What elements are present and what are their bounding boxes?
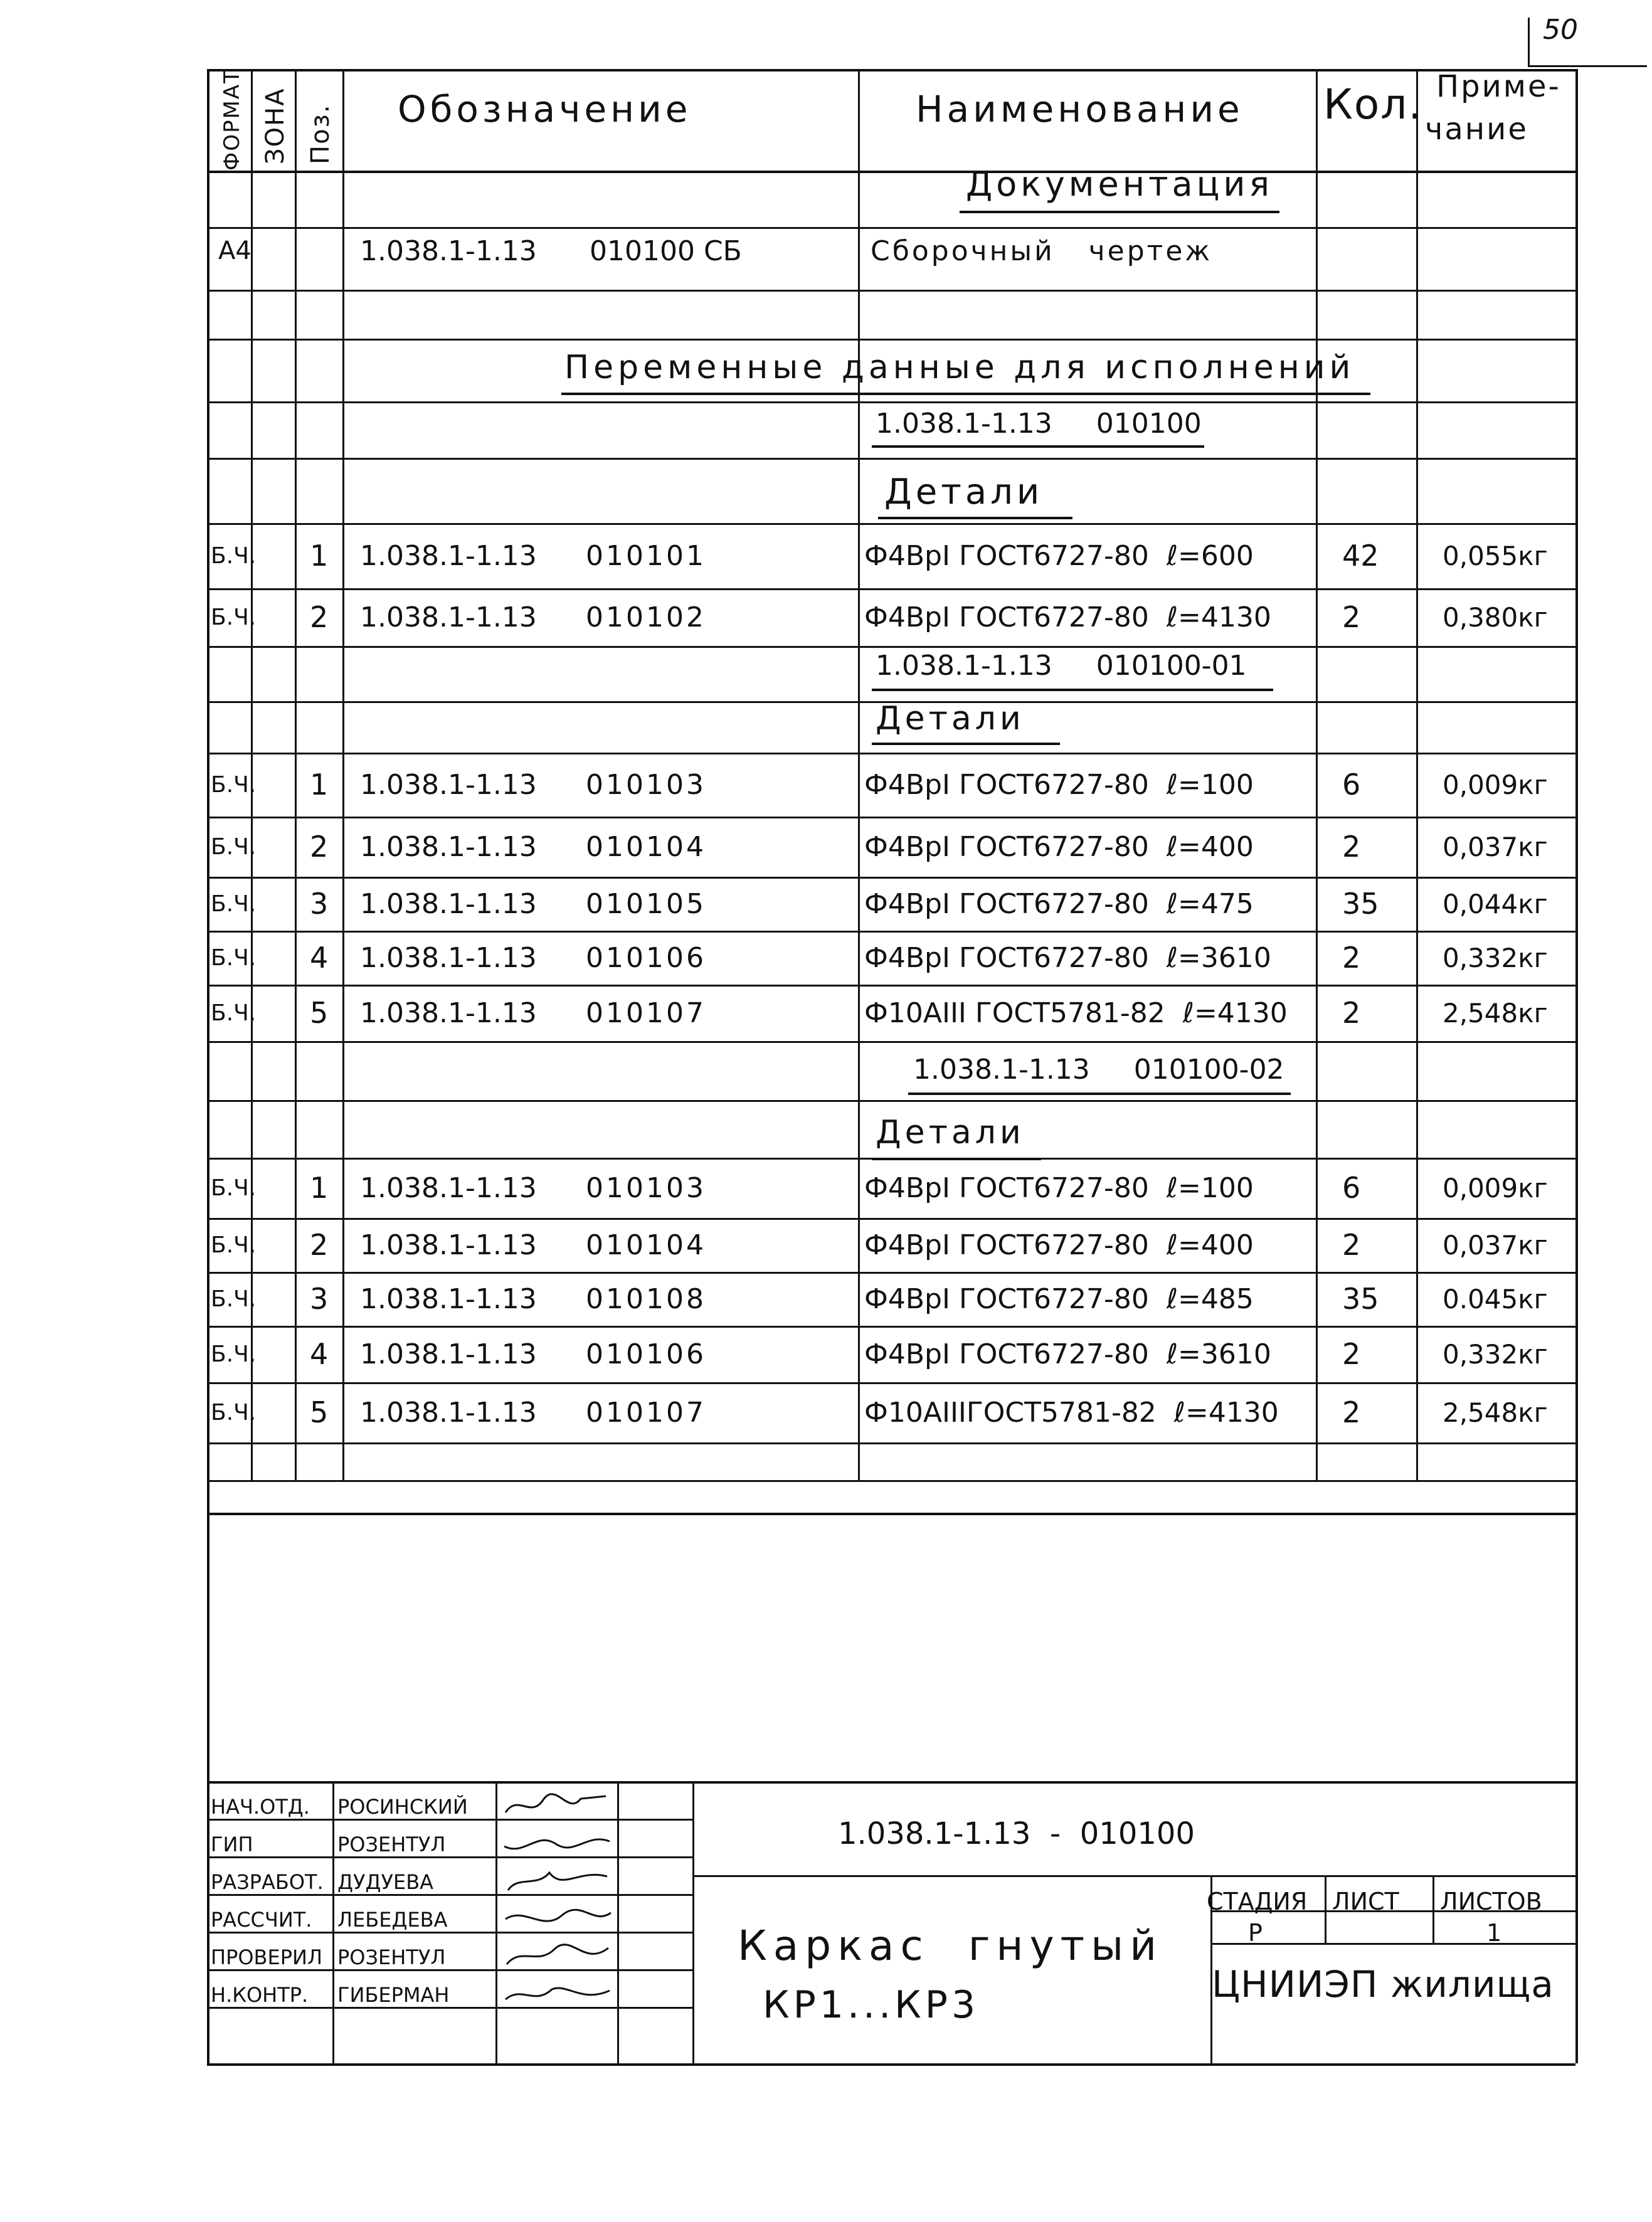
corner-mark-vertical [1528, 18, 1530, 66]
row-note: 0,037кг [1443, 1229, 1548, 1261]
row-note: 0,055кг [1443, 540, 1548, 571]
row-format: Б.Ч. [211, 604, 257, 630]
row-name: Ф4ВрI ГОСТ6727-80 ℓ=400 [864, 1229, 1254, 1261]
row-qty: 2 [1342, 830, 1361, 864]
row-code: 010103 [586, 1172, 706, 1204]
rule-line [207, 2007, 692, 2009]
signer-name: ДУДУЕВА [337, 1870, 434, 1894]
row-format: Б.Ч. [211, 833, 257, 860]
row-designation: 1.038.1-1.13 [360, 1338, 537, 1370]
rule-line [207, 1894, 692, 1896]
row-name: Ф10АIIIГОСТ5781-82 ℓ=4130 [864, 1396, 1279, 1429]
organization: ЦНИИЭП жилища [1212, 1963, 1554, 2006]
row-note: 0,380кг [1443, 601, 1548, 633]
row-note: 0,332кг [1443, 942, 1548, 973]
row-name: Ф4ВрI ГОСТ6727-80 ℓ=4130 [864, 601, 1271, 633]
row-designation: 1.038.1-1.13 [360, 1172, 537, 1204]
signer-role: РАССЧИТ. [211, 1908, 312, 1932]
underline [960, 211, 1279, 213]
row-designation: 1.038.1-1.13 [360, 539, 537, 572]
row-position: 5 [310, 1395, 329, 1429]
doc-row-name: Сборочный чертеж [871, 235, 1213, 267]
rule-line [295, 69, 297, 1480]
signature-mark [499, 1825, 618, 1863]
rule-line [207, 1100, 1575, 1102]
row-name: Ф4ВрI ГОСТ6727-80 ℓ=475 [864, 887, 1254, 920]
row-code: 010104 [586, 1229, 706, 1261]
row-code: 010106 [586, 1338, 706, 1370]
row-name: Ф4ВрI ГОСТ6727-80 ℓ=3610 [864, 1338, 1271, 1370]
row-format: Б.Ч. [211, 891, 257, 917]
rule-line [207, 1932, 692, 1934]
page-number: 50 [1543, 14, 1578, 46]
row-designation: 1.038.1-1.13 [360, 1229, 537, 1261]
row-format: Б.Ч. [211, 1000, 257, 1026]
header-designation: Обозначение [398, 88, 692, 130]
row-qty: 2 [1342, 1228, 1361, 1262]
underline [908, 1092, 1291, 1095]
underline [872, 689, 1273, 691]
row-designation: 1.038.1-1.13 [360, 1396, 537, 1429]
rule-line [207, 1041, 1575, 1043]
signature-mark [499, 1938, 618, 1976]
rule-line [207, 69, 1575, 71]
row-qty: 2 [1342, 600, 1361, 634]
row-format: Б.Ч. [211, 1286, 257, 1312]
row-format: Б.Ч. [211, 1399, 257, 1426]
row-qty: 2 [1342, 1395, 1361, 1429]
row-name: Ф4ВрI ГОСТ6727-80 ℓ=100 [864, 1172, 1254, 1204]
header-zone: ЗОНА [261, 87, 290, 164]
row-note: 0,044кг [1443, 888, 1548, 919]
row-position: 4 [310, 941, 329, 975]
rule-line [692, 1781, 694, 2063]
signer-name: ЛЕБЕДЕВА [337, 1908, 448, 1932]
document-code: 1.038.1-1.13 - 010100 [838, 1816, 1195, 1851]
rule-line [1575, 69, 1578, 2063]
details-heading-b: Детали [876, 700, 1025, 738]
rule-line [207, 1969, 692, 1971]
row-code: 010103 [586, 768, 706, 801]
rule-line [207, 1856, 692, 1858]
row-format: Б.Ч. [211, 944, 257, 971]
row-qty: 2 [1342, 941, 1361, 975]
row-format: Б.Ч. [211, 1341, 257, 1367]
signer-name: РОЗЕНТУЛ [337, 1833, 446, 1856]
row-position: 2 [310, 600, 329, 634]
row-name: Ф4ВрI ГОСТ6727-80 ℓ=100 [864, 768, 1254, 801]
row-code: 010107 [586, 1396, 706, 1429]
rule-line [207, 2063, 1575, 2066]
header-qty: Кол. [1323, 80, 1423, 129]
underline [872, 743, 1060, 745]
header-pos: Поз. [306, 103, 335, 164]
rule-line [1316, 69, 1318, 1480]
variant-2-heading: 1.038.1-1.13 010100-02 [913, 1054, 1284, 1086]
header-format: ФОРМАТ [220, 69, 245, 171]
row-name: Ф4ВрI ГОСТ6727-80 ℓ=600 [864, 539, 1254, 572]
rule-line [207, 1480, 1575, 1482]
row-position: 2 [310, 830, 329, 864]
row-note: 2,548кг [1443, 1397, 1548, 1428]
rule-line [1432, 1875, 1434, 1943]
row-qty: 42 [1342, 539, 1379, 573]
doc-row-code: 010100 СБ [590, 235, 742, 267]
rule-line [1210, 1943, 1575, 1945]
stage-value: Р [1248, 1919, 1263, 1947]
signer-role: ПРОВЕРИЛ [211, 1945, 323, 1969]
sheets-label: ЛИСТОВ [1440, 1888, 1542, 1915]
row-qty: 2 [1342, 996, 1361, 1030]
row-note: 2,548кг [1443, 997, 1548, 1029]
rule-line [1416, 69, 1418, 1480]
rule-line [207, 227, 1575, 229]
row-designation: 1.038.1-1.13 [360, 1283, 537, 1315]
section-variable-data: Переменные данные для исполнений [564, 349, 1355, 386]
row-position: 3 [310, 1282, 329, 1316]
variant-0-heading: 1.038.1-1.13 010100 [876, 408, 1202, 440]
row-designation: 1.038.1-1.13 [360, 997, 537, 1029]
signer-name: РОСИНСКИЙ [337, 1795, 468, 1819]
rule-line [207, 1819, 692, 1821]
rule-line [342, 69, 344, 1480]
row-designation: 1.038.1-1.13 [360, 830, 537, 863]
row-format: Б.Ч. [211, 1175, 257, 1201]
signer-name: РОЗЕНТУЛ [337, 1945, 446, 1969]
row-qty: 35 [1342, 1282, 1379, 1316]
signer-role: Н.КОНТР. [211, 1983, 309, 2007]
title-line1: Каркас гнутый [738, 1922, 1163, 1970]
row-note: 0,009кг [1443, 1172, 1548, 1204]
row-note: 0,037кг [1443, 831, 1548, 862]
row-qty: 2 [1342, 1337, 1361, 1371]
sheet-label: ЛИСТ [1332, 1888, 1399, 1915]
row-position: 2 [310, 1228, 329, 1262]
row-note: 0.045кг [1443, 1283, 1548, 1315]
row-code: 010101 [586, 539, 706, 572]
signature-mark [499, 1787, 618, 1825]
rule-line [207, 646, 1575, 648]
rule-line [207, 458, 1575, 460]
rule-line [692, 1875, 1575, 1877]
row-qty: 6 [1342, 1171, 1361, 1205]
row-position: 1 [310, 768, 329, 802]
doc-row-designation: 1.038.1-1.13 [360, 235, 537, 267]
signer-name: ГИБЕРМАН [337, 1983, 450, 2007]
rule-line [207, 401, 1575, 403]
rule-line [207, 1781, 1575, 1784]
signature-mark [499, 1900, 618, 1938]
underline [878, 517, 1072, 519]
rule-line [207, 290, 1575, 292]
rule-line [495, 1781, 497, 2063]
stage-label: СТАДИЯ [1207, 1888, 1308, 1915]
signature-mark [499, 1863, 618, 1900]
row-format: Б.Ч. [211, 542, 257, 569]
corner-mark-horizontal [1528, 65, 1647, 67]
rule-line [207, 1442, 1575, 1444]
row-format: Б.Ч. [211, 771, 257, 798]
rule-line [207, 69, 209, 2063]
details-heading-a: Детали [884, 472, 1044, 512]
rule-line [207, 171, 1575, 173]
row-designation: 1.038.1-1.13 [360, 601, 537, 633]
row-position: 3 [310, 887, 329, 921]
row-code: 010104 [586, 830, 706, 863]
row-qty: 35 [1342, 887, 1379, 921]
sheets-value: 1 [1486, 1919, 1502, 1947]
row-note: 0,332кг [1443, 1338, 1548, 1370]
header-name: Наименование [916, 88, 1244, 130]
row-designation: 1.038.1-1.13 [360, 941, 537, 974]
section-documentation: Документация [966, 164, 1273, 204]
row-position: 5 [310, 996, 329, 1030]
row-designation: 1.038.1-1.13 [360, 887, 537, 920]
header-note-line2: чание [1425, 112, 1528, 147]
row-name: Ф4ВрI ГОСТ6727-80 ℓ=485 [864, 1283, 1254, 1315]
signature-mark [499, 1976, 618, 2013]
signer-role: ГИП [211, 1833, 253, 1856]
row-code: 010108 [586, 1283, 706, 1315]
row-code: 010107 [586, 997, 706, 1029]
signer-role: РАЗРАБОТ. [211, 1870, 324, 1894]
row-name: Ф4ВрI ГОСТ6727-80 ℓ=400 [864, 830, 1254, 863]
signer-role: НАЧ.ОТД. [211, 1795, 310, 1819]
variant-1-heading: 1.038.1-1.13 010100-01 [876, 650, 1247, 682]
row-position: 1 [310, 1171, 329, 1205]
row-code: 010105 [586, 887, 706, 920]
row-code: 010102 [586, 601, 706, 633]
row-code: 010106 [586, 941, 706, 974]
row-note: 0,009кг [1443, 769, 1548, 800]
header-note-line1: Приме- [1436, 69, 1561, 104]
rule-line [1325, 1875, 1326, 1943]
row-name: Ф4ВрI ГОСТ6727-80 ℓ=3610 [864, 941, 1271, 974]
underline [872, 445, 1204, 448]
row-position: 1 [310, 539, 329, 573]
row-position: 4 [310, 1337, 329, 1371]
title-line2: КР1...КР3 [763, 1983, 980, 2027]
rule-line [207, 339, 1575, 341]
row-designation: 1.038.1-1.13 [360, 768, 537, 801]
row-format: Б.Ч. [211, 1232, 257, 1258]
rule-line [332, 1781, 334, 2063]
row-name: Ф10АIII ГОСТ5781-82 ℓ=4130 [864, 997, 1288, 1029]
row-qty: 6 [1342, 768, 1361, 802]
rule-line [207, 1513, 1575, 1515]
details-heading-c: Детали [876, 1114, 1025, 1151]
rule-line [858, 69, 860, 1480]
doc-row-format: А4 [218, 236, 252, 265]
underline [561, 393, 1370, 395]
